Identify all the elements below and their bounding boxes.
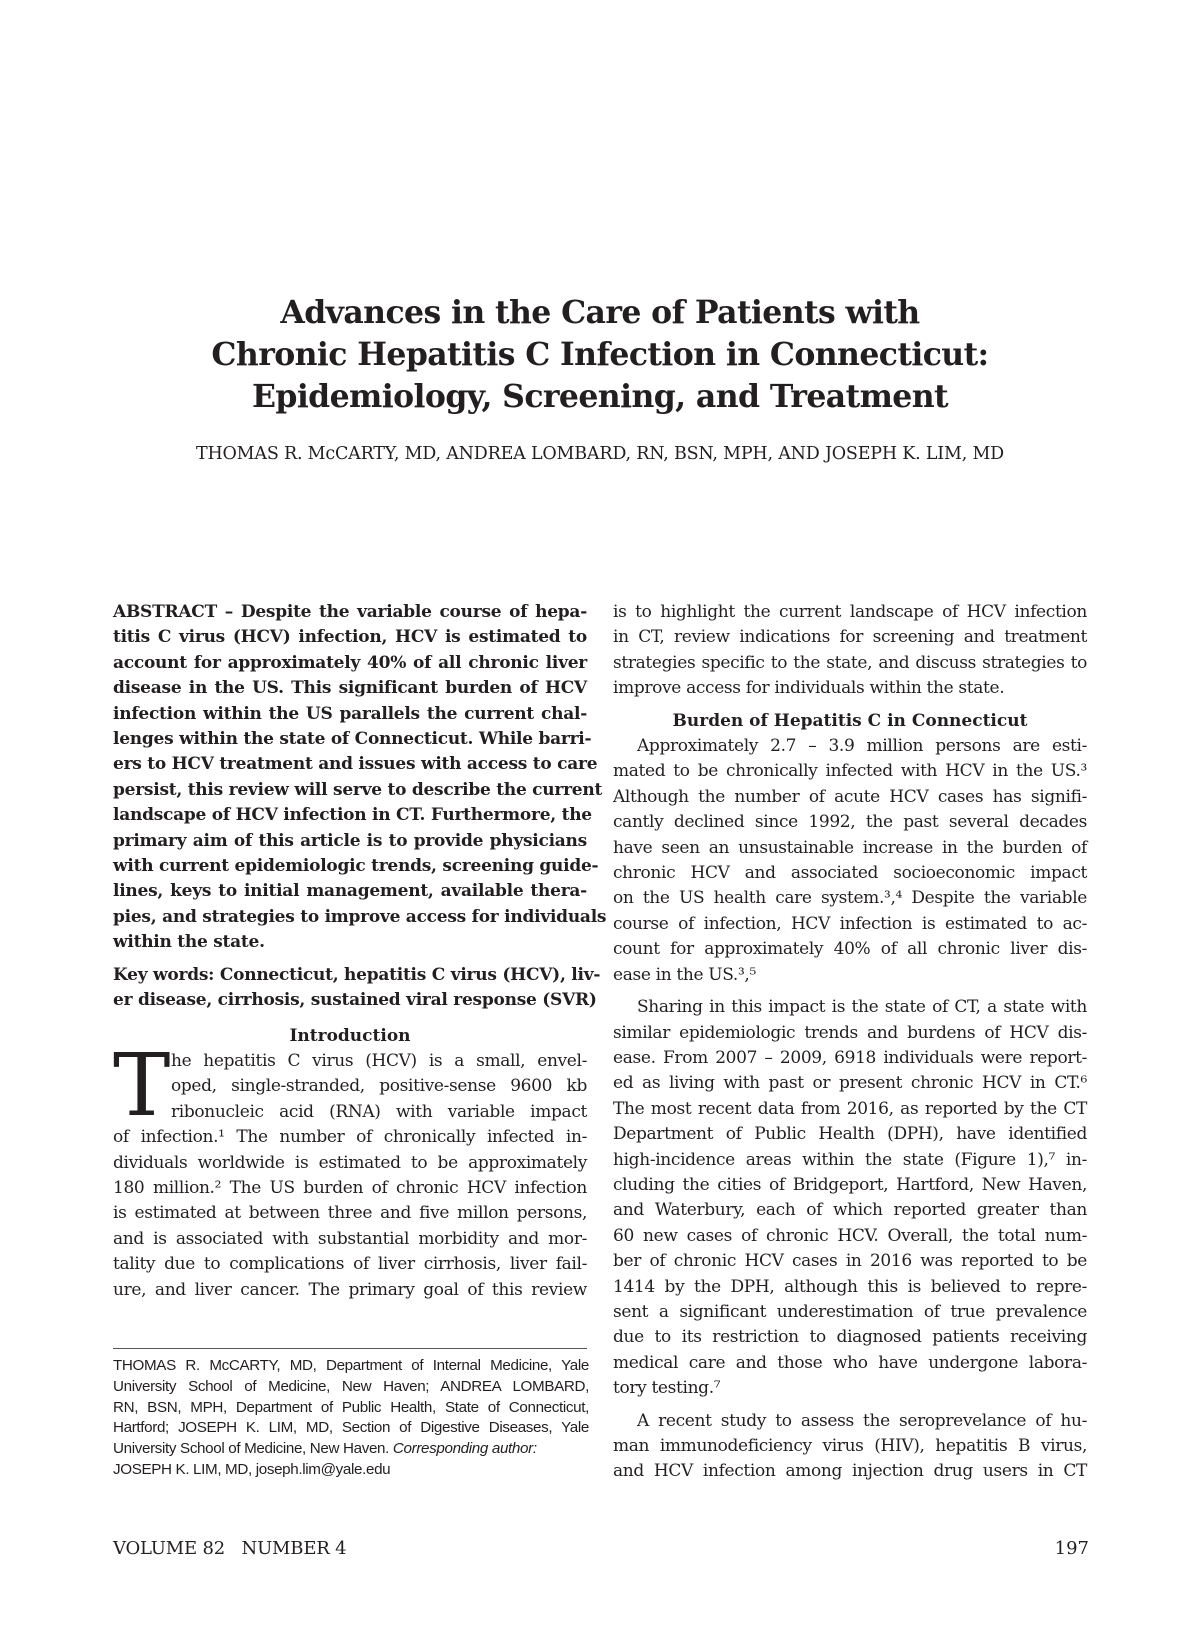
burden-paragraph-1 [613, 734, 1087, 988]
abstract-line: pies, and strategies to improve access for individuals [113, 906, 607, 927]
abstract-line: ABSTRACT – Despite the variable course of hepa- [113, 602, 587, 622]
abstract-line: titis C virus (HCV) infection, HCV is estimated to [113, 627, 587, 648]
section-heading-introduction: Introduction [289, 1025, 411, 1046]
body-line: ber of chronic HCV cases in 2016 was reported to be [613, 1251, 1087, 1272]
body-line: tory testing.⁷ [613, 1378, 721, 1399]
body-line: dividuals worldwide is estimated to be approximately [113, 1152, 587, 1173]
burden-paragraph-3 [613, 1409, 1087, 1485]
body-line: count for approximately 40% of all chronic liver dis- [613, 939, 1087, 960]
body-line: medical care and those who have undergone labora- [613, 1352, 1087, 1373]
body-line: ease in the US.³,⁵ [613, 964, 756, 985]
body-line: cluding the cities of Bridgeport, Hartford, New Haven, [613, 1174, 1087, 1195]
footnote-line: JOSEPH K. LIM, MD, joseph.lim@yale.edu [113, 1460, 391, 1478]
body-line: and is associated with substantial morbidity and mor- [113, 1228, 587, 1249]
abstract-line: ers to HCV treatment and issues with access to care [113, 754, 598, 775]
abstract-line: lenges within the state of Connecticut. While barri- [113, 729, 592, 750]
author-affiliations-footnote [113, 1356, 589, 1481]
author-list: THOMAS R. McCARTY, MD, ANDREA LOMBARD, RN, BSN, MPH, AND JOSEPH K. LIM, MD [195, 444, 1005, 464]
body-line: chronic HCV and associated socioeconomic impact [613, 863, 1087, 884]
abstract-line: persist, this review will serve to describe the current [113, 779, 603, 800]
drop-cap: T [113, 1035, 171, 1136]
body-line: ease. From 2007 – 2009, 6918 individuals were report- [613, 1047, 1087, 1068]
body-line: he hepatitis C virus (HCV) is a small, envel- [171, 1050, 587, 1071]
body-line: sent a significant underestimation of true prevalence [613, 1301, 1087, 1322]
corresponding-author-label: Corresponding author: [392, 1440, 537, 1458]
body-line: 180 million.² The US burden of chronic HCV infection [113, 1177, 587, 1198]
body-line: mated to be chronically infected with HCV in the US.³ [613, 761, 1087, 782]
body-line: ribonucleic acid (RNA) with variable impact [171, 1101, 587, 1122]
footnote-line: RN, BSN, MPH, Department of Public Health, State of Connecticut, [113, 1398, 589, 1416]
body-line: ure, and liver cancer. The primary goal of this review [113, 1279, 587, 1300]
footnote-line: University School of Medicine, New Haven; ANDREA LOMBARD, [113, 1377, 589, 1395]
body-line: strategies specific to the state, and discuss strategies to [613, 652, 1087, 673]
abstract-line: primary aim of this article is to provide physicians [113, 830, 587, 851]
body-line: The most recent data from 2016, as reported by the CT [613, 1098, 1087, 1119]
keywords-line: er disease, cirrhosis, sustained viral response (SVR) [113, 990, 597, 1011]
footnote-text: University School of Medicine, New Haven. [113, 1440, 390, 1458]
body-line: Sharing in this impact is the state of CT, a state with [637, 997, 1087, 1018]
journal-volume-issue: VOLUME 82 NUMBER 4 [113, 1538, 347, 1559]
footnote-line: Hartford; JOSEPH K. LIM, MD, Section of Digestive Diseases, Yale [113, 1419, 589, 1437]
title-line: Epidemiology, Screening, and Treatment [251, 378, 948, 415]
body-line: ed as living with past or present chronic HCV in CT.⁶ [613, 1073, 1087, 1094]
body-line: and HCV infection among injection drug users in CT [613, 1461, 1087, 1482]
body-line: 1414 by the DPH, although this is believed to repre- [613, 1276, 1087, 1297]
body-line: man immunodeficiency virus (HIV), hepatitis B virus, [613, 1436, 1087, 1456]
footnote-line [113, 1439, 589, 1460]
body-line: Although the number of acute HCV cases has signifi- [613, 786, 1087, 807]
footnote-divider [113, 1348, 587, 1349]
title-line: Chronic Hepatitis C Infection in Connecticut: [211, 336, 989, 373]
body-line: oped, single-stranded, positive-sense 9600 kb [171, 1076, 587, 1097]
body-line: and Waterbury, each of which reported greater than [613, 1200, 1087, 1221]
body-line: in CT, review indications for screening and treatment [613, 627, 1087, 648]
body-line: cantly declined since 1992, the past several decades [613, 812, 1087, 833]
abstract-line: infection within the US parallels the current chal- [113, 703, 587, 724]
abstract-line: within the state. [113, 932, 265, 953]
abstract-line: with current epidemiologic trends, screening guide- [113, 856, 599, 877]
body-line: is estimated at between three and five millon persons, [113, 1203, 587, 1224]
abstract-line: account for approximately 40% of all chronic liver [113, 652, 587, 673]
body-line: similar epidemiologic trends and burdens of HCV dis- [613, 1022, 1087, 1043]
body-line: 60 new cases of chronic HCV. Overall, the total num- [613, 1225, 1087, 1246]
right-column [613, 600, 1087, 1485]
abstract-line: disease in the US. This significant burden of HCV [113, 678, 587, 699]
abstract-line: lines, keys to initial management, available thera- [113, 881, 587, 902]
burden-paragraph-2 [613, 995, 1087, 1402]
keywords [113, 963, 601, 1014]
left-column [113, 600, 607, 1303]
body-line: A recent study to assess the seroprevelance of hu- [637, 1410, 1087, 1431]
keywords-line: Key words: Connecticut, hepatitis C virus (HCV), liv- [113, 964, 601, 985]
body-line: improve access for individuals within the state. [613, 678, 1005, 699]
page-number: 197 [1054, 1538, 1089, 1559]
title-line: Advances in the Care of Patients with [280, 294, 920, 331]
section-heading-burden: Burden of Hepatitis C in Connecticut [672, 710, 1028, 731]
body-line: have seen an unsustainable increase in the burden of [613, 837, 1087, 858]
article-title [0, 292, 1200, 418]
body-line: due to its restriction to diagnosed patients receiving [613, 1327, 1087, 1348]
abstract-line: landscape of HCV infection in CT. Furthermore, the [113, 805, 592, 826]
body-line: of infection.¹ The number of chronically infected in- [113, 1127, 587, 1148]
body-line: Department of Public Health (DPH), have identified [613, 1124, 1087, 1145]
body-line: course of infection, HCV infection is estimated to ac- [613, 913, 1087, 934]
body-line: on the US health care system.³,⁴ Despite the variable [613, 888, 1087, 909]
footnote-line: THOMAS R. McCARTY, MD, Department of Internal Medicine, Yale [113, 1357, 589, 1374]
body-line: tality due to complications of liver cirrhosis, liver fail- [113, 1254, 587, 1275]
body-line: high-incidence areas within the state (Figure 1),⁷ in- [613, 1149, 1087, 1170]
body-line: Approximately 2.7 – 3.9 million persons are esti- [637, 736, 1087, 757]
abstract [113, 600, 607, 956]
body-line: is to highlight the current landscape of HCV infection [613, 602, 1087, 622]
